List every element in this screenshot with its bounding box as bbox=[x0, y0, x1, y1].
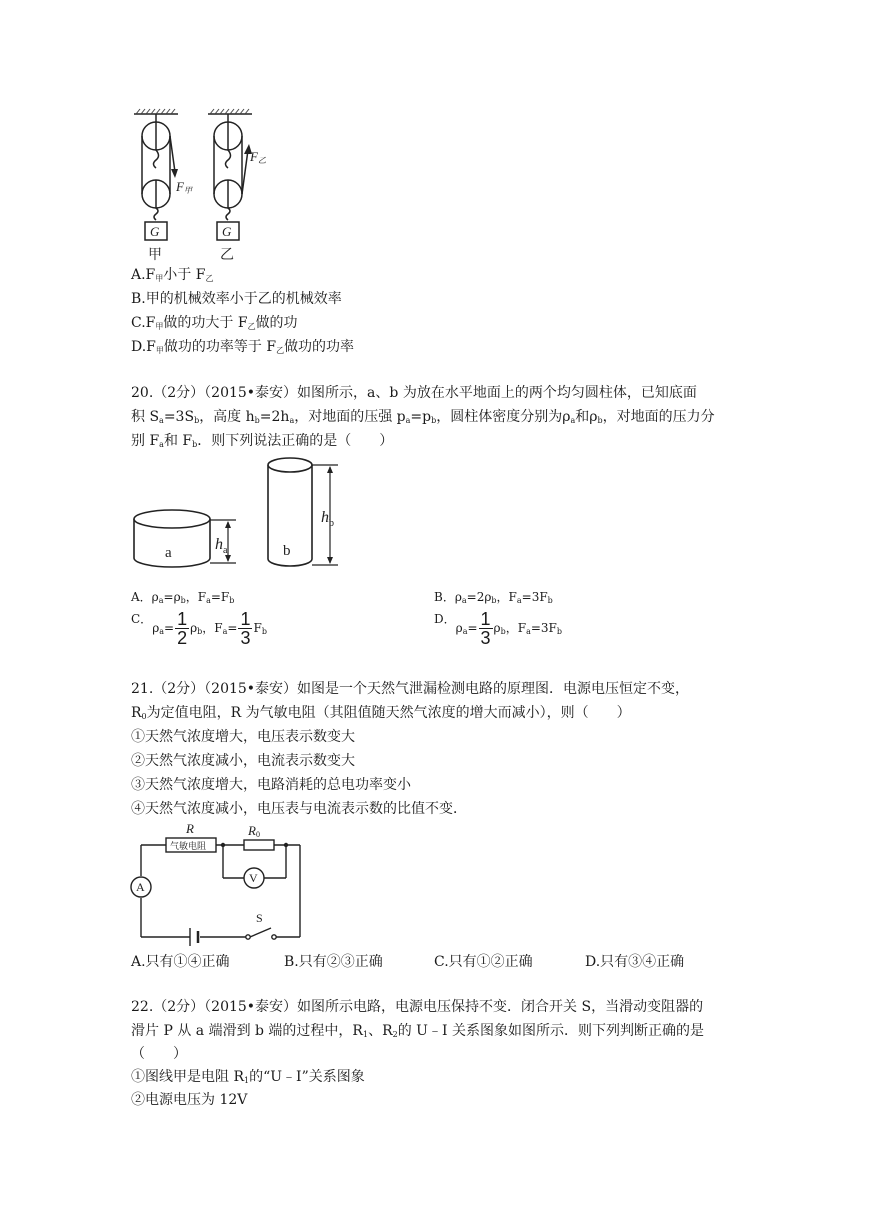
circuit-figure bbox=[128, 824, 308, 946]
q22-stem-line1: 22.（2分）（2015•泰安）如图所示电路，电源电压保持不变．闭合开关 S，当滑动变阻器的 bbox=[131, 999, 704, 1015]
q20-option-b: B．$\rho_a=2\rho_b$，$F_a=3F_b$ bbox=[434, 590, 553, 605]
voltmeter-icon: V bbox=[249, 871, 258, 885]
q20-stem-line3: 别 $F_a$和 $F_b$．则下列说法正确的是（ ） bbox=[131, 433, 394, 449]
q20-option-a: A．$\rho_a=\rho_b$，$F_a=F_b$ bbox=[131, 590, 235, 605]
q22-statement-1: ①图线甲是电阻 $R_1$的“U﹣I”关系图象 bbox=[131, 1069, 365, 1085]
cylinder-a-label: a bbox=[165, 545, 172, 561]
pulley-label-right: 乙 bbox=[220, 248, 234, 263]
q19-option-c: $C.F_甲$做的功大于 $F_乙$做的功 bbox=[131, 315, 298, 331]
q20-stem-line1: 20.（2分）（2015•泰安）如图所示，a、b 为放在水平地面上的两个均匀圆柱体，已知底面 bbox=[131, 385, 697, 401]
cylinder-b-label: b bbox=[283, 543, 291, 559]
q19-option-d: $D.F_甲$做功的功率等于 $F_乙$做功的功率 bbox=[131, 339, 355, 355]
pulley-figure bbox=[128, 108, 268, 264]
pulley-label-left: 甲 bbox=[148, 248, 162, 263]
height-b-label: $h_b$ bbox=[321, 509, 334, 529]
q21-option-b: B.只有②③正确 bbox=[284, 954, 383, 970]
q21-statement-3: ③天然气浓度增大，电路消耗的总电功率变小 bbox=[131, 777, 411, 793]
cylinders-figure bbox=[128, 455, 358, 575]
q21-option-d: D.只有③④正确 bbox=[585, 954, 685, 970]
q20-stem-line2: 积 $S_a=3S_b$，高度 $h_b=2h_a$，对地面的压强 $p_a=p_b$，圆柱体密度分别为$\rho_a$和$\rho_b$，对地面的压力分 bbox=[131, 409, 715, 425]
q21-statement-1: ①天然气浓度增大，电压表示数变大 bbox=[131, 729, 355, 745]
fraction-c2: $\frac{1}{3}$ bbox=[240, 609, 251, 648]
pulley-block-right: G bbox=[222, 224, 232, 239]
switch-label: S bbox=[256, 911, 263, 925]
pulley-force-right-label: F乙 bbox=[250, 149, 266, 165]
q22-stem-line2: 滑片 P 从 a 端滑到 b 端的过程中，$R_1$、$R_2$的 U﹣I 关系图象如图所示．则下列判断正确的是 bbox=[131, 1023, 704, 1039]
pulley-block-left: G bbox=[150, 224, 160, 239]
q20-option-d: D．$\rho_a=$ $\frac{1}{3}$ $\rho_b$，$F_a=3F_b$ bbox=[434, 609, 562, 648]
gas-sensor-label: 气敏电阻 bbox=[170, 841, 207, 851]
q21-stem-line2: $R_0$为定值电阻，R 为气敏电阻（其阻值随天然气浓度的增大而减小），则（ ） bbox=[131, 705, 631, 721]
q21-option-c: C.只有①②正确 bbox=[434, 954, 533, 970]
q21-stem-line1: 21.（2分）（2015•泰安）如图是一个天然气泄漏检测电路的原理图．电源电压恒定不变， bbox=[131, 681, 690, 697]
q21-statement-4: ④天然气浓度减小，电压表与电流表示数的比值不变． bbox=[131, 801, 467, 817]
resistor-r-label: R bbox=[186, 824, 194, 836]
pulley-force-left-label: F甲 bbox=[176, 179, 192, 195]
q19-option-a: $A.F_甲$小于 $F_乙$ bbox=[131, 267, 214, 283]
q20-option-c: C．$\rho_a=$ $\frac{1}{2}$ $\rho_b$，$F_a=$ $\frac{1}{3}$ $F_b$ bbox=[131, 609, 267, 648]
q22-stem-line3: （ ） bbox=[131, 1046, 187, 1062]
q22-statement-2: ②电源电压为 12V bbox=[131, 1092, 248, 1108]
resistor-r0-label: R0 bbox=[248, 824, 260, 839]
ammeter-icon: A bbox=[136, 880, 145, 894]
height-a-label: $h_a$ bbox=[215, 536, 228, 556]
q21-statement-2: ②天然气浓度减小，电流表示数变大 bbox=[131, 753, 355, 769]
q19-option-b: B.甲的机械效率小于乙的机械效率 bbox=[131, 291, 342, 307]
fraction-d1: $\frac{1}{3}$ bbox=[480, 609, 491, 648]
fraction-c1: $\frac{1}{2}$ bbox=[177, 609, 188, 648]
q21-option-a: A.只有①④正确 bbox=[131, 954, 230, 970]
